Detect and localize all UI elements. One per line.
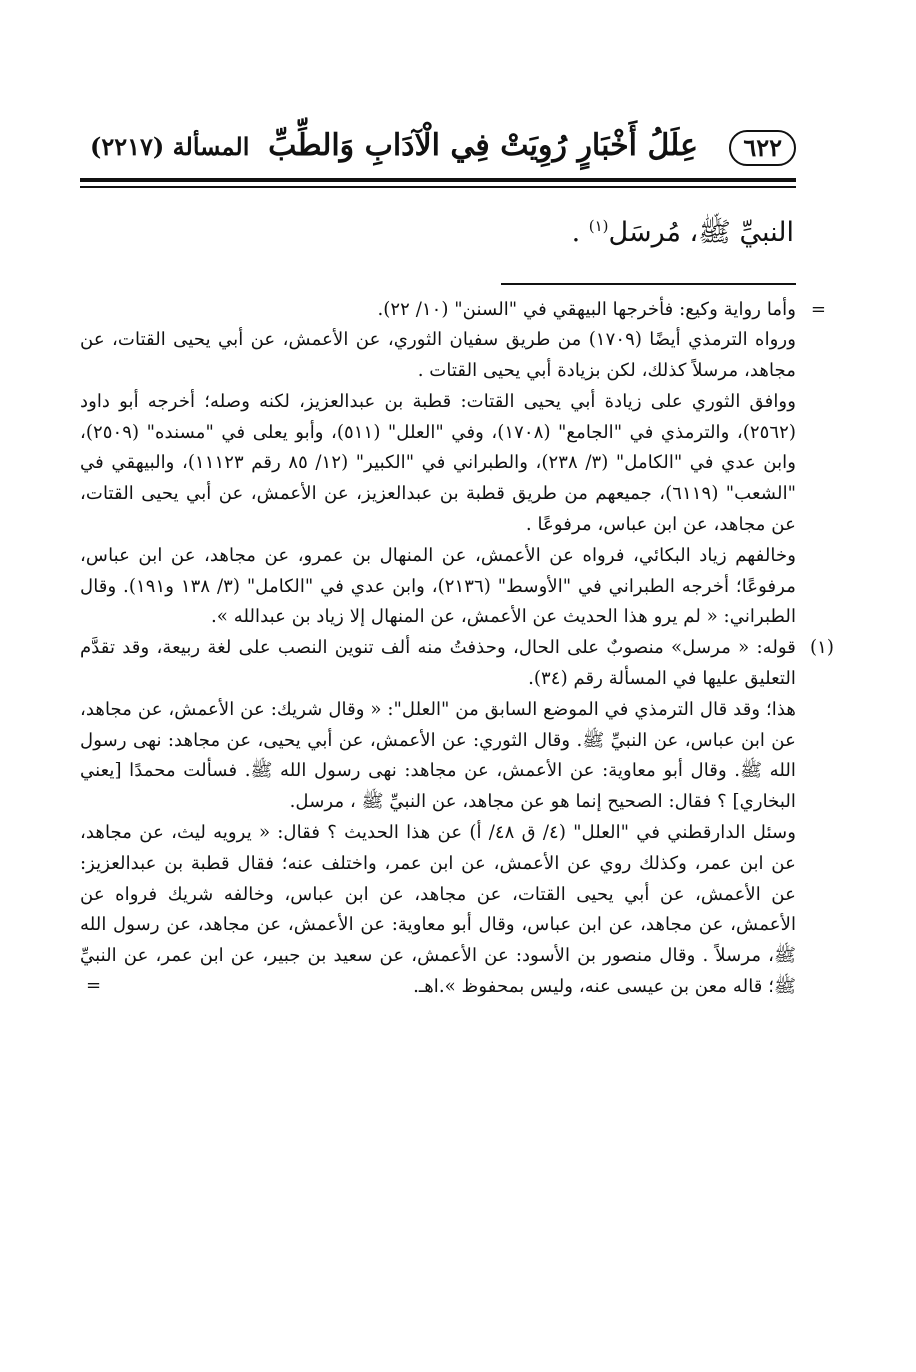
- footnote-paragraph: وسئل الدارقطني في "العلل" (٤/ ق ٤٨/ أ) عن هذا الحديث ؟ فقال: « يرويه ليث، عن مجاهد، عن ابن عمر، وكذلك روي عن الأعمش، عن ابن عمر، واختلف عنه؛ فقال قطبة بن عبدالعزيز: عن الأعمش، عن أبي يحيى القتات، عن مجاهد، عن ابن عباس، وخالفه شريك فرواه عن الأعمش، عن مجاهد، عن ابن عباس، وقال أبو معاوية: عن الأعمش، عن مجاهد، عن رسول الله ﷺ، مرسلاً . وقال منصور بن الأسود: عن الأعمش، عن سعيد بن جبير، عن ابن عمر، عن النبيِّ ﷺ؛ قاله معن بن عيسى عنه، وليس بمحفوظ ».اهـ.: [80, 822, 796, 998]
- footnote-paragraph: ورواه الترمذي أيضًا (١٧٠٩) من طريق سفيان الثوري، عن الأعمش، عن أبي يحيى القتات، عن مجاهد، مرسلاً كذلك، لكن بزيادة أبي يحيى القتات .: [80, 329, 796, 382]
- footnote-paragraph: ووافق الثوري على زيادة أبي يحيى القتات: قطبة بن عبدالعزيز، لكنه وصله؛ أخرجه أبو داود (٢٥٦٢)، والترمذي في "الجامع" (١٧٠٨)، وفي "العلل" (٥١١)، وأبو يعلى في "مسنده" (٢٥٠٩)، وابن عدي في "الكامل" (٣/ ٢٣٨)، والطبراني في "الكبير" (١٢/ ٨٥ رقم ١١١٢٣)، والبيهقي في "الشعب" (٦١١٩)، جميعهم من طريق قطبة بن عبدالعزيز، عن الأعمش، عن أبي يحيى القتات، عن مجاهد، عن ابن عباس، مرفوعًا .: [80, 390, 796, 536]
- header-rule-thin: [80, 186, 796, 188]
- footnotes: [80, 295, 834, 1013]
- main-text: [80, 206, 796, 253]
- page-header: [80, 118, 796, 178]
- footnote-separator: [501, 283, 796, 285]
- footnote-ref: (١): [588, 217, 609, 235]
- continues-marker: =: [86, 974, 102, 996]
- page-number: ٦٢٢: [729, 130, 796, 166]
- footnote-1: [80, 633, 834, 695]
- main-text-end: .: [571, 217, 581, 248]
- book-page: [80, 118, 834, 1013]
- header-rule-thick: [80, 178, 796, 182]
- footnote-paragraph: وخالفهم زياد البكائي، فرواه عن الأعمش، عن المنهال بن عمرو، عن مجاهد، عن ابن عباس، مرفوعًا؛ أخرجه الطبراني في "الأوسط" (٢١٣٦)، وابن عدي في "الكامل" (٣/ ١٣٨ و١٩١). وقال الطبراني: « لم يرو هذا الحديث عن الأعمش، عن المنهال إلا زياد بن عبدالله ».: [80, 544, 796, 628]
- book-title: عِلَلُ أَخْبَارٍ رُوِيَتْ فِي الْآدَابِ وَالطِّبِّ: [268, 128, 698, 163]
- footnote-continuation-paragraph: = وأما رواية وكيع: فأخرجها البيهقي في "السنن" (١٠/ ٢٢).: [80, 295, 796, 326]
- footnote-1-text: قوله: « مرسل» منصوبٌ على الحال، وحذفتُ منه ألف تنوين النصب على لغة ربيعة، وقد تقدَّم التعليق عليها في المسألة رقم (٣٤).: [80, 637, 796, 690]
- issue-label: المسألة (٢٢١٧): [90, 132, 250, 161]
- footnote-number: (١): [810, 637, 834, 659]
- footnote-paragraph: هذا؛ وقد قال الترمذي في الموضع السابق من "العلل": « وقال شريك: عن الأعمش، عن مجاهد، عن ابن عباس، عن النبيِّ ﷺ. وقال الثوري: عن الأعمش، عن أبي يحيى، عن مجاهد: نهى رسول الله ﷺ. وقال أبو معاوية: عن الأعمش، عن مجاهد: نهى رسول الله ﷺ. فسألت محمدًا [يعني البخاري] ؟ فقال: الصحيح إنما هو عن مجاهد، عن النبيِّ ﷺ ، مرسل.: [80, 698, 796, 813]
- main-text-line: النبيِّ ﷺ، مُرسَل: [608, 217, 794, 248]
